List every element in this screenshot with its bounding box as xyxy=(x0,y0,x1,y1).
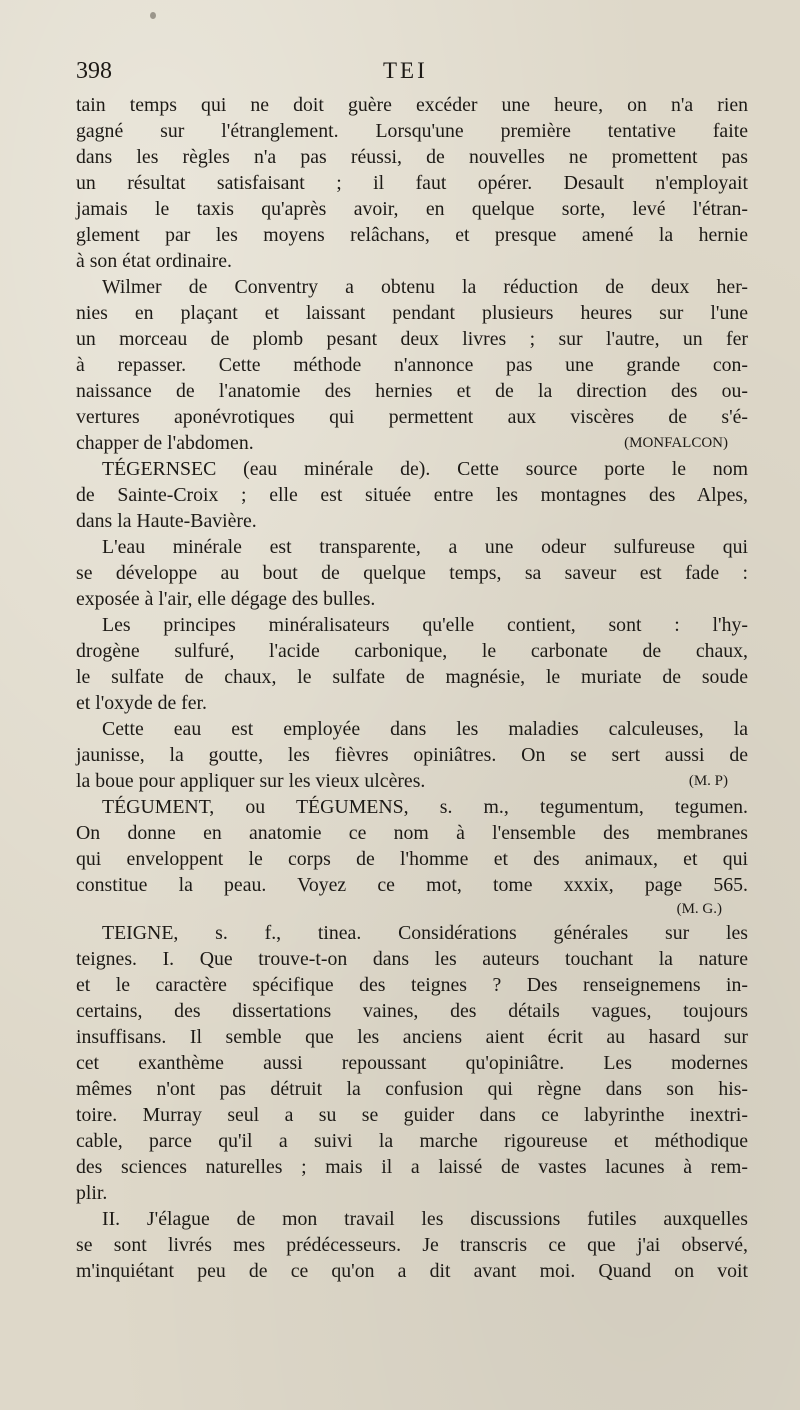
text-line: plir. xyxy=(76,1182,108,1204)
text-line: teignes. I. Que trouve-t-on dans les auteurs touchant la nature xyxy=(76,948,748,970)
page-text xyxy=(76,58,748,1284)
text-line: On donne en anatomie ce nom à l'ensemble des membranes xyxy=(76,822,748,844)
text-line: qui enveloppent le corps de l'homme et des animaux, et qui xyxy=(76,848,748,870)
text-line: jamais le taxis qu'après avoir, en quelque sorte, levé l'étran- xyxy=(76,198,748,220)
text-line: se sont livrés mes prédécesseurs. Je transcris ce que j'ai observé, xyxy=(76,1234,748,1256)
text-line: exposée à l'air, elle dégage des bulles. xyxy=(76,588,376,610)
text-line: des sciences naturelles ; mais il a laissé de vastes lacunes à rem- xyxy=(76,1156,748,1178)
page-number: 398 xyxy=(76,58,112,84)
text-line-with-signature xyxy=(76,768,748,794)
running-head: TEI xyxy=(383,58,428,83)
text-line-with-signature xyxy=(76,430,748,456)
text-line: à repasser. Cette méthode n'annonce pas une grande con- xyxy=(76,354,748,376)
text-line: un morceau de plomb pesant deux livres ; sur l'autre, un fer xyxy=(76,328,748,350)
text-line: la boue pour appliquer sur les vieux ulcères. xyxy=(76,770,426,792)
text-line: toire. Murray seul a su se guider dans ce labyrinthe inextri- xyxy=(76,1104,748,1126)
text-line: se développe au bout de quelque temps, sa saveur est fade : xyxy=(76,562,748,584)
text-line: naissance de l'anatomie des hernies et de la direction des ou- xyxy=(76,380,748,402)
text-line: de Sainte-Croix ; elle est située entre les montagnes des Alpes, xyxy=(76,484,748,506)
text-line: drogène sulfuré, l'acide carbonique, le carbonate de chaux, xyxy=(76,640,748,662)
text-line: insuffisans. Il semble que les anciens aient écrit au hasard sur xyxy=(76,1026,748,1048)
text-line: Wilmer de Conventry a obtenu la réduction de deux her- xyxy=(102,276,748,298)
text-line: le sulfate de chaux, le sulfate de magnésie, le muriate de soude xyxy=(76,666,748,688)
text-line: gagné sur l'étranglement. Lorsqu'une première tentative faite xyxy=(76,120,748,142)
text-line: dans la Haute-Bavière. xyxy=(76,510,257,532)
text-line: Les principes minéralisateurs qu'elle contient, sont : l'hy- xyxy=(102,614,748,636)
text-line: L'eau minérale est transparente, a une odeur sulfureuse qui xyxy=(102,536,748,558)
text-line: dans les règles n'a pas réussi, de nouvelles ne promettent pas xyxy=(76,146,748,168)
author-signature: (M. P) xyxy=(688,773,728,789)
text-line: certains, des dissertations vaines, des détails vagues, toujours xyxy=(76,1000,748,1022)
text-line: tain temps qui ne doit guère excéder une heure, on n'a rien xyxy=(76,94,748,116)
text-line: à son état ordinaire. xyxy=(76,250,232,272)
text-line: mêmes n'ont pas détruit la confusion qui règne dans son his- xyxy=(76,1078,748,1100)
text-line: chapper de l'abdomen. xyxy=(76,432,254,454)
author-signature: (MONFALCON) xyxy=(624,435,728,451)
text-line: cable, parce qu'il a suivi la marche rigoureuse et méthodique xyxy=(76,1130,748,1152)
text-line: glement par les moyens relâchans, et presque amené la hernie xyxy=(76,224,748,246)
text-line: un résultat satisfaisant ; il faut opérer. Desault n'employait xyxy=(76,172,748,194)
text-line: m'inquiétant peu de ce qu'on a dit avant moi. Quand on voit xyxy=(76,1260,748,1282)
text-line: II. J'élague de mon travail les discussions futiles auxquelles xyxy=(102,1208,748,1230)
page-header xyxy=(76,58,748,92)
text-line: et le caractère spécifique des teignes ? Des renseignemens in- xyxy=(76,974,748,996)
text-line: cet exanthème aussi repoussant qu'opiniâtre. Les modernes xyxy=(76,1052,748,1074)
author-signature: (M. G.) xyxy=(676,901,722,917)
text-line: vertures aponévrotiques qui permettent aux viscères de s'é- xyxy=(76,406,748,428)
text-line: Cette eau est employée dans les maladies calculeuses, la xyxy=(102,718,748,740)
text-line: constitue la peau. Voyez ce mot, tome xxxix, page 565. xyxy=(76,874,748,896)
text-line: et l'oxyde de fer. xyxy=(76,692,207,714)
text-line: jaunisse, la goutte, les fièvres opiniâtres. On se sert aussi de xyxy=(76,744,748,766)
entry-heading-line: TÉGERNSEC (eau minérale de). Cette source porte le nom xyxy=(102,458,748,480)
entry-heading-line: TEIGNE, s. f., tinea. Considérations générales sur les xyxy=(102,922,748,944)
entry-heading-line: TÉGUMENT, ou TÉGUMENS, s. m., tegumentum, tegumen. xyxy=(102,796,748,818)
text-line: nies en plaçant et laissant pendant plusieurs heures sur l'une xyxy=(76,302,748,324)
ink-spot xyxy=(150,12,156,19)
